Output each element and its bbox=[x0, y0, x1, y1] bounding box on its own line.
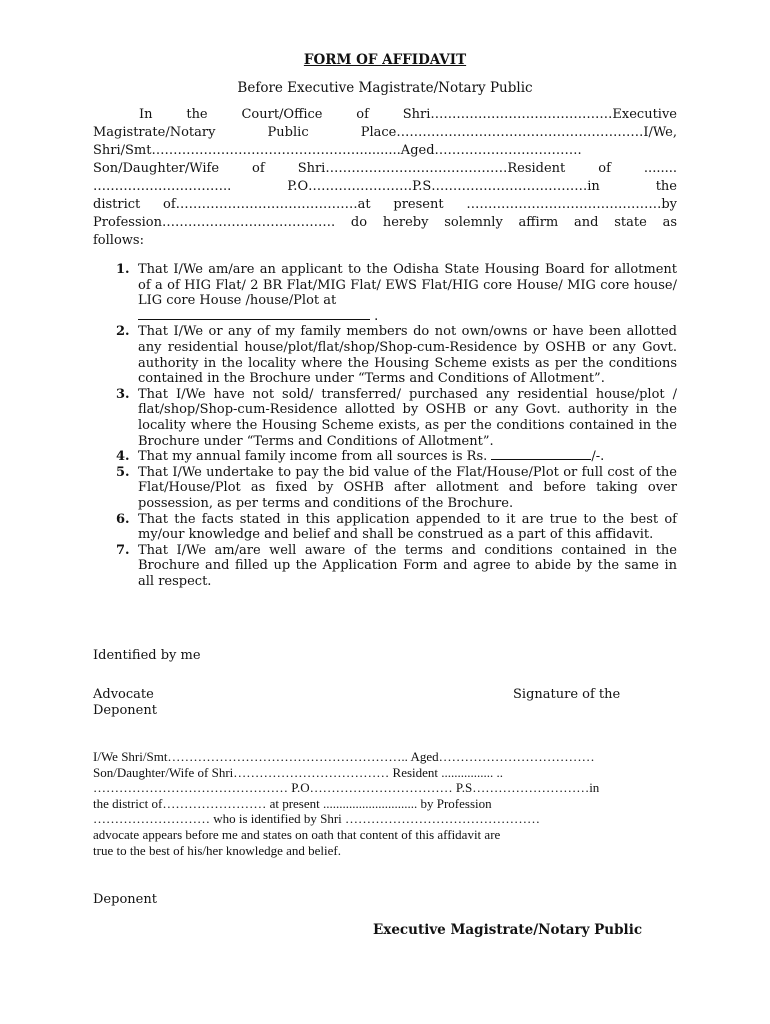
affirmation-list bbox=[93, 262, 677, 589]
item-text: That I/We have not sold/ transferred/ purchased any residential house/plot / flat/shop/Shop-cum-Residence allotted by OSHB or any Govt. authority in the locality where the Housing Scheme exists, as per the conditions contained in the Brochure under “Terms and Conditions of Allotment”. bbox=[138, 386, 677, 449]
income-blank bbox=[491, 449, 591, 460]
item-text: That I/We am/are an applicant to the Odisha State Housing Board for allotment of a of HIG Flat/ 2 BR Flat/MIG Flat/ EWS Flat/HIG core House/ MIG core house/ LIG core House /house/Plot at bbox=[138, 262, 677, 309]
verification-line: ……………………………………… P.O…………………………… P.S………………………in bbox=[93, 780, 600, 796]
list-item bbox=[93, 387, 677, 449]
item-text: That I/We undertake to pay the bid value of the Flat/House/Plot or full cost of the Flat/House/Plot as fixed by OSHB after allotment and before taking over possession, as per terms and conditions of the Brochure. bbox=[138, 464, 677, 511]
list-item bbox=[93, 543, 677, 590]
intro-line: follows: bbox=[93, 233, 144, 248]
item-suffix: . bbox=[370, 308, 379, 324]
item-number: 3. bbox=[116, 386, 130, 402]
magistrate-signature-title: Executive Magistrate/Notary Public bbox=[373, 922, 643, 938]
intro-line: Magistrate/Notary Public Place…………………………………………………I/We, bbox=[93, 125, 677, 140]
item-number: 6. bbox=[116, 511, 130, 527]
item-text: That my annual family income from all sources is Rs. bbox=[138, 449, 488, 465]
list-item bbox=[93, 512, 677, 543]
verification-line: true to the best of his/her knowledge and belief. bbox=[93, 842, 342, 858]
intro-line: In the Court/Office of Shri……………………………………Executive bbox=[139, 107, 677, 122]
verification-line: the district of…………………… at present ............................. by Profession bbox=[93, 795, 492, 811]
item-suffix: /-. bbox=[591, 449, 605, 465]
item-text: That the facts stated in this application appended to it are true to the best of my/our knowledge and belief and shall be construed as a part of this affidavit. bbox=[138, 511, 677, 543]
item-number: 4. bbox=[116, 449, 130, 465]
item-number: 2. bbox=[116, 324, 130, 340]
item-text: That I/We or any of my family members do not own/owns or have been allotted any residential house/plot/flat/shop/Shop-cum-Residence by OSHB or any Govt. authority in the locality where the Housing Scheme exists as per the conditions contained in the Brochure under “Terms and Conditions of Allotment”. bbox=[138, 324, 677, 387]
verification-paragraph bbox=[93, 749, 677, 858]
list-item bbox=[93, 262, 677, 324]
location-blank bbox=[138, 309, 370, 320]
list-item bbox=[93, 465, 677, 512]
deponent-label: Deponent bbox=[93, 703, 157, 718]
intro-line: Shri/Smt…………………………………………..........Aged……………………………. bbox=[93, 143, 582, 158]
item-number: 1. bbox=[116, 262, 130, 277]
identified-by: Identified by me bbox=[93, 648, 201, 663]
intro-line: ………………………….. P.O……………………P.S………………………………in the bbox=[93, 179, 677, 194]
advocate-label: Advocate bbox=[93, 687, 154, 702]
list-item bbox=[93, 449, 677, 465]
intro-line: Son/Daughter/Wife of Shri……………………………………Resident of ........ bbox=[93, 161, 677, 176]
intro-line: Profession…………………………………. do hereby solemnly affirm and state as bbox=[93, 215, 677, 230]
intro-line: district of……………………………………at present ………………………………………by bbox=[93, 197, 677, 212]
deponent-bottom: Deponent bbox=[93, 892, 157, 907]
intro-paragraph bbox=[93, 106, 677, 250]
form-subtitle: Before Executive Magistrate/Notary Public bbox=[237, 80, 533, 96]
item-text: That I/We am/are well aware of the terms and conditions contained in the Brochure and filled up the Application Form and agree to abide by the same in all respect. bbox=[138, 542, 677, 589]
form-title: FORM OF AFFIDAVIT bbox=[303, 52, 467, 68]
verification-line: Son/Daughter/Wife of Shri……………………………… Resident ................ .. bbox=[93, 764, 504, 780]
verification-line: advocate appears before me and states on oath that content of this affidavit are bbox=[93, 826, 501, 842]
item-number: 7. bbox=[116, 542, 130, 558]
verification-line: ……………………… who is identified by Shri ……………………………………… bbox=[93, 811, 541, 827]
signature-label: Signature of the bbox=[513, 687, 621, 702]
verification-line: I/We Shri/Smt……………………………………………….. Aged……………………………… bbox=[93, 749, 595, 764]
list-item bbox=[93, 324, 677, 386]
item-number: 5. bbox=[116, 464, 130, 480]
